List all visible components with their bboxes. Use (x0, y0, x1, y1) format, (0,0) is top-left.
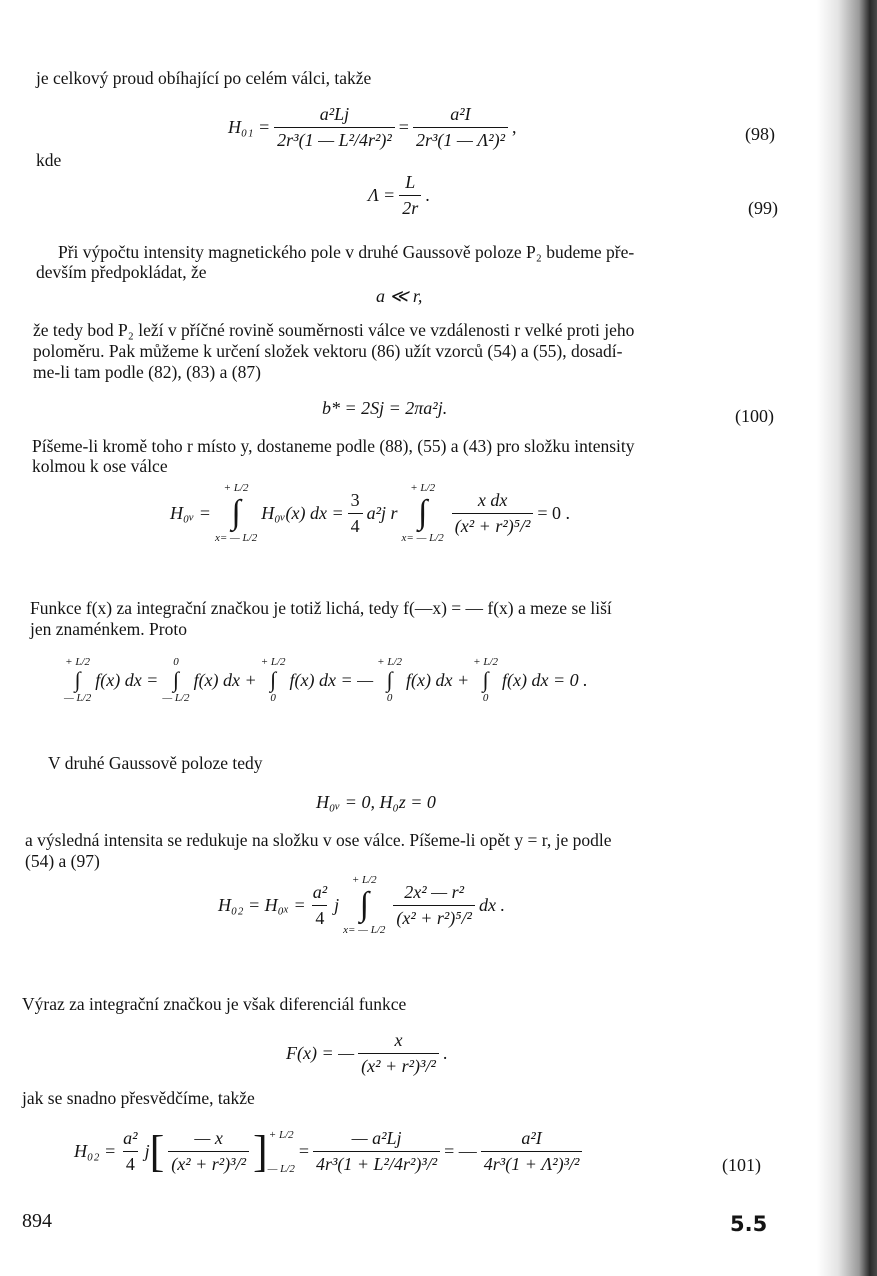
fraction (393, 882, 475, 929)
integral-sign-icon: ∫ (482, 667, 489, 692)
fraction-denominator: (x² + r²)⁵/² (452, 513, 534, 537)
eq-lhs: H₀ᵥ = (170, 502, 211, 523)
equation-number: (100) (735, 406, 774, 426)
paragraph-text: devším předpokládat, že (36, 262, 207, 282)
fraction-denominator: 4r³(1 + L²/4r²)³/² (313, 1151, 440, 1175)
integral-upper-limit: + L/2 (351, 874, 377, 886)
fraction (120, 1128, 140, 1175)
coefficient: a²j r (366, 502, 398, 523)
integral-upper-limit: + L/2 (260, 656, 286, 668)
integral-sign-icon: ∫ (386, 667, 393, 692)
right-bracket-icon: ] (252, 1126, 268, 1176)
equation-zero-components: H₀ᵥ = 0, H₀z = 0 (316, 792, 436, 812)
integral-upper-limit: 0 (173, 656, 179, 668)
integral-lower-limit: — L/2 (64, 692, 92, 704)
paragraph-text: Píšeme-li kromě toho r místo y, dostaneme podle (88), (55) a (43) pro složku intensity (32, 436, 635, 456)
integral-lower-limit: x= — L/2 (343, 924, 386, 936)
paragraph-text: poloměru. Pak můžeme k určení složek vektoru (86) užít vzorců (54) a (55), dosadí- (33, 341, 623, 361)
condition-inequality: a ≪ r, (376, 286, 423, 306)
integral-upper-limit: + L/2 (65, 656, 91, 668)
fraction (313, 1128, 440, 1175)
paragraph-text: je celkový proud obíhající po celém válci, takže (36, 68, 372, 88)
fraction-numerator: a² (123, 1128, 138, 1148)
integrand: f(x) dx = 0 . (502, 669, 588, 690)
equation-98 (228, 104, 517, 151)
fraction-numerator: — a²Lj (351, 1128, 402, 1148)
punctuation: , (512, 117, 517, 137)
paragraph-text: jak se snadno přesvědčíme, takže (22, 1088, 255, 1108)
upper-limit: + L/2 (268, 1128, 294, 1141)
integral (343, 874, 385, 936)
eq-lhs: H₀₂ = (74, 1141, 117, 1161)
equation-number: (101) (722, 1155, 761, 1175)
paragraph-text: (54) a (97) (25, 851, 100, 871)
fraction-denominator: (x² + r²)³/² (358, 1053, 439, 1077)
integral (215, 482, 257, 544)
integral-upper-limit: + L/2 (473, 656, 499, 668)
equation-h02-integral (218, 874, 505, 936)
paragraph-text: jen znaménkem. Proto (30, 619, 187, 639)
equation-odd-function-integrals (60, 656, 588, 704)
paragraph-text: Výraz za integrační značkou je však diferenciál funkce (22, 994, 407, 1014)
fraction (274, 104, 395, 151)
fraction-numerator: a²I (450, 104, 471, 124)
fraction-denominator: 2r (399, 195, 421, 219)
integral-sign-icon: ∫ (270, 667, 277, 692)
fraction-numerator: a²Lj (319, 104, 350, 124)
equation-antiderivative (286, 1030, 447, 1077)
integral-sign-icon: ∫ (74, 667, 81, 692)
paragraph-text: Funkce f(x) za integrační značkou je totiž lichá, tedy f(—x) = — f(x) a meze se liší (30, 598, 612, 618)
integral-lower-limit: x= — L/2 (214, 532, 258, 544)
equals-sign: = (298, 1141, 309, 1161)
fraction-numerator: L (405, 172, 416, 192)
fraction-denominator: 2r³(1 — Λ²)² (413, 127, 508, 151)
paragraph-text: kde (36, 150, 62, 170)
equals-sign: = (398, 117, 409, 137)
fraction (168, 1128, 249, 1175)
section-marker: 5.5 (730, 1212, 768, 1236)
fraction-denominator: 2r³(1 — L²/4r²)² (274, 127, 395, 151)
fraction (358, 1030, 439, 1077)
punctuation: . (425, 185, 430, 205)
fraction-numerator: 3 (350, 489, 360, 510)
equation-number: (98) (745, 124, 775, 144)
equation-number: (99) (748, 198, 778, 218)
integral-upper-limit: + L/2 (410, 482, 436, 494)
eq-lhs: Λ = (368, 185, 396, 205)
lower-limit: — L/2 (267, 1162, 295, 1175)
evaluation-limits (268, 1129, 295, 1175)
equation-101 (74, 1128, 586, 1175)
integrand: f(x) dx + (193, 669, 257, 690)
integral (402, 482, 444, 544)
fraction-denominator: (x² + r²)³/² (168, 1151, 249, 1175)
page-number: 894 (22, 1210, 52, 1232)
fraction-numerator: x (394, 1030, 403, 1050)
integrand: f(x) dx = (95, 669, 159, 690)
equation-result: = 0 . (537, 502, 571, 523)
paragraph-text: že tedy bod P₂ leží v příčné rovině souměrnosti válce ve vzdálenosti r velké proti jeho (33, 320, 635, 340)
equation-100: b* = 2Sj = 2πa²j. (322, 398, 448, 418)
fraction (310, 882, 330, 929)
fraction (348, 490, 363, 537)
integral-upper-limit: + L/2 (223, 482, 249, 494)
equation-99 (368, 172, 430, 219)
fraction (481, 1128, 583, 1175)
left-bracket-icon: [ (149, 1126, 165, 1176)
paragraph-text: V druhé Gaussově poloze tedy (48, 753, 263, 773)
fraction-numerator: a² (312, 881, 328, 902)
fraction (399, 172, 421, 219)
fraction-denominator: 4 (312, 905, 327, 929)
integral (261, 656, 286, 704)
fraction-denominator: 4 (348, 513, 363, 537)
punctuation: . (442, 1043, 448, 1063)
fraction (413, 104, 508, 151)
eq-lhs: F(x) = — (286, 1043, 355, 1063)
integral-upper-limit: + L/2 (377, 656, 403, 668)
fraction-numerator: 2x² — r² (404, 881, 465, 902)
integral (473, 656, 498, 704)
fraction-numerator: — x (194, 1128, 223, 1148)
fraction-denominator: (x² + r²)⁵/² (393, 905, 475, 929)
integral-sign-icon: ∫ (231, 494, 241, 531)
integral (377, 656, 402, 704)
integral-sign-icon: ∫ (359, 886, 369, 923)
integral-lower-limit: 0 (482, 692, 489, 704)
paragraph-text: Při výpočtu intensity magnetického pole v druhé Gaussově poloze P₂ budeme pře- (58, 242, 635, 262)
eq-lhs: H₀₂ = H₀ₓ = (218, 894, 306, 915)
paragraph-text: a výsledná intensita se redukuje na složku v ose válce. Píšeme-li opět y = r, je podle (25, 830, 612, 850)
variable: j (334, 894, 340, 915)
equals-sign: = — (444, 1141, 477, 1161)
integral-lower-limit: 0 (270, 692, 276, 704)
integral-sign-icon: ∫ (418, 494, 428, 531)
integral-lower-limit: — L/2 (162, 692, 190, 704)
paragraph-text: kolmou k ose válce (32, 456, 168, 476)
integral-lower-limit: x= — L/2 (401, 532, 444, 544)
integrand: f(x) dx + (406, 669, 470, 690)
paragraph-text: me-li tam podle (82), (83) a (87) (33, 362, 261, 382)
fraction-denominator: 4 (123, 1151, 138, 1175)
differential: dx . (478, 894, 505, 915)
fraction-numerator: a²I (521, 1128, 542, 1148)
integral (64, 656, 91, 704)
fraction-numerator: x dx (477, 489, 508, 510)
integral-lower-limit: 0 (386, 692, 393, 704)
fraction (452, 490, 534, 537)
variable: j (144, 1141, 150, 1161)
integrand: f(x) dx = — (289, 669, 374, 690)
integrand: H₀ᵥ(x) dx = (261, 502, 344, 523)
eq-lhs: H₀₁ = (228, 117, 271, 137)
integral (162, 656, 189, 704)
integral-sign-icon: ∫ (172, 667, 179, 692)
equation-h0v-integral (170, 482, 570, 544)
fraction-denominator: 4r³(1 + Λ²)³/² (481, 1151, 583, 1175)
